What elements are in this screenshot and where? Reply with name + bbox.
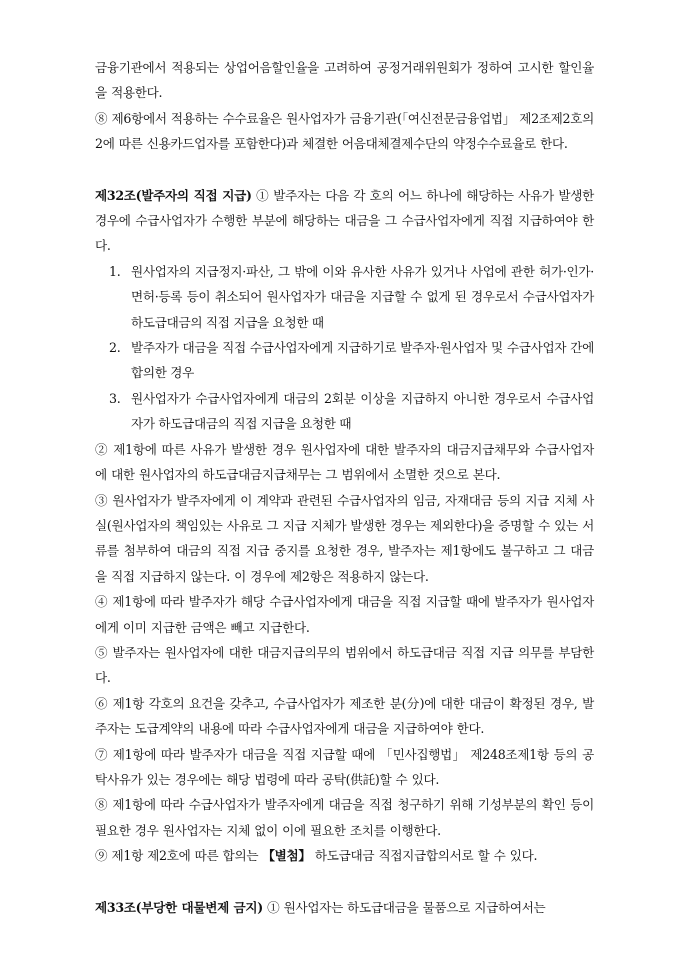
spacer xyxy=(95,157,594,183)
article-32-paragraph-3: ③ 원사업자가 발주자에게 이 계약과 관련된 수급사업자의 임금, 자재대금 등의 지급 지체 사실(원사업자의 책임있는 사유로 그 지급 지체가 발생한 경우는 제외한다)을 증명할 수 있는 서류를 첨부하여 대금의 직접 지급 중지를 요청한 경우, 발주자는 제1항에도 불구하고 그 대금을 직접 지급하지 않는다. 이 경우에 제2항은 적용하지 않는다. xyxy=(95,492,594,584)
article-32-intro xyxy=(95,183,594,259)
article-32-paragraph-9 xyxy=(95,843,594,868)
paragraph-9-text-end: 하도급대금 직접지급합의서로 할 수 있다. xyxy=(310,848,538,864)
list-item xyxy=(95,259,594,335)
list-item xyxy=(95,335,594,386)
article-33-intro-text: ① 원사업자는 하도급대금을 물품으로 지급하여서는 xyxy=(262,899,546,915)
list-item xyxy=(95,386,594,437)
article-33-intro xyxy=(95,895,594,920)
article-32-paragraph-2: ② 제1항에 따른 사유가 발생한 경우 원사업자에 대한 발주자의 대금지급채무와 수급사업자에 대한 원사업자의 하도급대금지급채무는 그 범위에서 소멸한 것으로 본다. xyxy=(95,441,594,483)
article-32-paragraph-8: ⑧ 제1항에 따라 수급사업자가 발주자에게 대금을 직접 청구하기 위해 기성부분의 확인 등이 필요한 경우 원사업자는 지체 없이 이에 필요한 조치를 이행한다. xyxy=(95,797,594,838)
article-32-intro-text: ① 발주자는 다음 각 호의 어느 하나에 해당하는 사유가 발생한 경우에 수급사업자가 수행한 부분에 해당하는 대금을 그 수급사업자에게 직접 지급하여야 한다. xyxy=(95,187,594,254)
article-32-paragraph-5: ⑤ 발주자는 원사업자에 대한 대금지급의무의 범위에서 하도급대금 직접 지급 의무를 부담한다. xyxy=(95,644,594,686)
item-text: 원사업자가 수급사업자에게 대금의 2회분 이상을 지급하지 아니한 경우로서 수급사업자가 하도급대금의 직접 지급을 요청한 때 xyxy=(131,390,594,432)
item-number: 2. xyxy=(109,340,121,356)
item-text: 발주자가 대금을 직접 수급사업자에게 지급하기로 발주자·원사업자 및 수급사업자 간에 합의한 경우 xyxy=(131,340,594,381)
spacer xyxy=(95,869,594,895)
item-number: 1. xyxy=(109,263,121,279)
attachment-reference: 【별첨】 xyxy=(262,848,311,864)
item-text: 원사업자의 지급정지·파산, 그 밖에 이와 유사한 사유가 있거나 사업에 관한 허가·인가·면허·등록 등이 취소되어 원사업자가 대금을 지급할 수 없게 된 경우로서 수급사업자가 하도급대금의 직접 지급을 요청한 때 xyxy=(131,263,594,330)
paragraph-9-text: ⑨ 제1항 제2호에 따른 합의는 xyxy=(95,848,263,864)
article-32-paragraph-4: ④ 제1항에 따라 발주자가 해당 수급사업자에게 대금을 직접 지급할 때에 발주자가 원사업자에게 이미 지급한 금액은 빼고 지급한다. xyxy=(95,594,594,635)
item-number: 3. xyxy=(109,390,121,406)
article-32-title: 제32조(발주자의 직접 지급) xyxy=(95,187,252,203)
paragraph-continuation-1: 금융기관에서 적용되는 상업어음할인율을 고려하여 공정거래위원회가 정하여 고시한 할인율을 적용한다. xyxy=(95,60,594,101)
article-32-paragraph-6: ⑥ 제1항 각호의 요건을 갖추고, 수급사업자가 제조한 분(分)에 대한 대금이 확정된 경우, 발주자는 도급계약의 내용에 따라 수급사업자에게 대금을 지급하여야 한다. xyxy=(95,695,594,737)
article-33-title: 제33조(부당한 대물변제 금지) xyxy=(95,899,263,915)
article-32-paragraph-7: ⑦ 제1항에 따라 발주자가 대금을 직접 지급할 때에 「민사집행법」 제248조제1항 등의 공탁사유가 있는 경우에는 해당 법령에 따라 공탁(供託)할 수 있다. xyxy=(95,746,594,787)
paragraph-8-fee-rate: ⑧ 제6항에서 적용하는 수수료율은 원사업자가 금융기관(「여신전문금융업법」 제2조제2호의2에 따른 신용카드업자를 포함한다)과 체결한 어음대체결제수단의 약정수수료율로 한다. xyxy=(95,110,594,152)
